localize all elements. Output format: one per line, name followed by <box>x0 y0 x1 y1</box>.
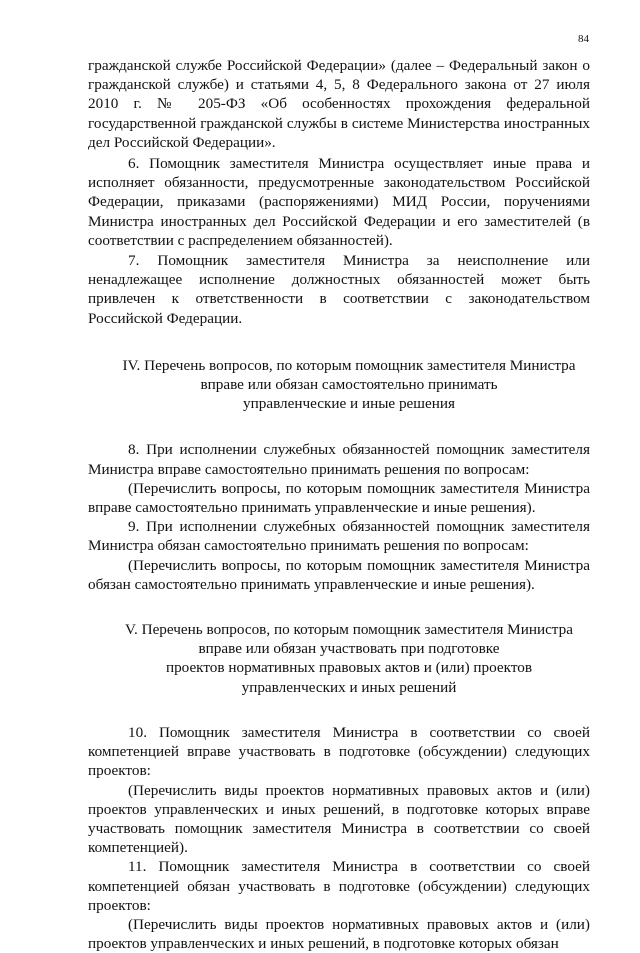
section-heading-iv-line: IV. Перечень вопросов, по которым помощник заместителя Министра <box>122 356 576 374</box>
paragraph-item-8: 8. При исполнении служебных обязанностей помощник заместителя Министра вправе самостоятельно принимать решения по вопросам: <box>88 441 590 478</box>
paragraph-item-6: 6. Помощник заместителя Министра осуществляет иные права и исполняет обязанности, предусмотренные законодательством Российской Федерации, приказами (распоряжениями) МИД России, поручениями Министра иностранных дел Российской Федерации и его заместителей (в соответствии с распределением обязанностей). <box>88 155 590 249</box>
page-number: 84 <box>578 33 589 45</box>
paragraph-intro-continued: гражданской службе Российской Федерации» (далее – Федеральный закон о гражданской службе) и статьями 4, 5, 8 Федерального закона от 27 июля 2010 г. № 205-ФЗ «Об особенностях прохождения федеральной государственной гражданской службы в системе Министерства иностранных дел Российской Федерации». <box>88 57 590 151</box>
document-body <box>88 56 590 953</box>
paragraph-item-11-note: (Перечислить виды проектов нормативных правовых актов и (или) проектов управленческих и иных решений, в подготовке которых обязан <box>88 915 590 953</box>
section-heading-v-line: V. Перечень вопросов, по которым помощник заместителя Министра <box>125 621 573 639</box>
paragraph-item-10-note: (Перечислить виды проектов нормативных правовых актов и (или) проектов управленческих и иных решений, в подготовке которых вправе участвовать помощник заместителя Министра в соответствии со своей компетенцией). <box>88 781 590 857</box>
paragraph-item-10: 10. Помощник заместителя Министра в соответствии со своей компетенцией вправе участвовать в подготовке (обсуждении) следующих проектов: <box>88 723 590 780</box>
section-heading-iv-line: вправе или обязан самостоятельно принимать <box>200 376 498 394</box>
paragraph-item-9-note: (Перечислить вопросы, по которым помощник заместителя Министра обязан самостоятельно принимать управленческие и иные решения). <box>88 556 590 593</box>
paragraph-item-11: 11. Помощник заместителя Министра в соответствии со своей компетенцией обязан участвовать в подготовке (обсуждении) следующих проектов: <box>88 858 590 914</box>
section-heading-v-line: проектов нормативных правовых актов и (или) проектов <box>165 659 533 677</box>
section-heading-v-line: вправе или обязан участвовать при подготовке <box>198 640 500 658</box>
section-heading-iv <box>88 356 590 414</box>
section-heading-iv-line: управленческие и иные решения <box>243 395 455 413</box>
paragraph-item-8-note: (Перечислить вопросы, по которым помощник заместителя Министра вправе самостоятельно принимать управленческие и иные решения). <box>88 479 590 517</box>
paragraph-item-7: 7. Помощник заместителя Министра за неисполнение или ненадлежащее исполнение должностных обязанностей может быть привлечен к ответственности в соответствии с законодательством Российской Федерации. <box>88 252 590 327</box>
section-heading-v-line: управленческих и иных решений <box>241 678 457 696</box>
section-heading-v <box>88 620 590 697</box>
paragraph-item-9: 9. При исполнении служебных обязанностей помощник заместителя Министра обязан самостоятельно принимать решения по вопросам: <box>88 518 590 555</box>
